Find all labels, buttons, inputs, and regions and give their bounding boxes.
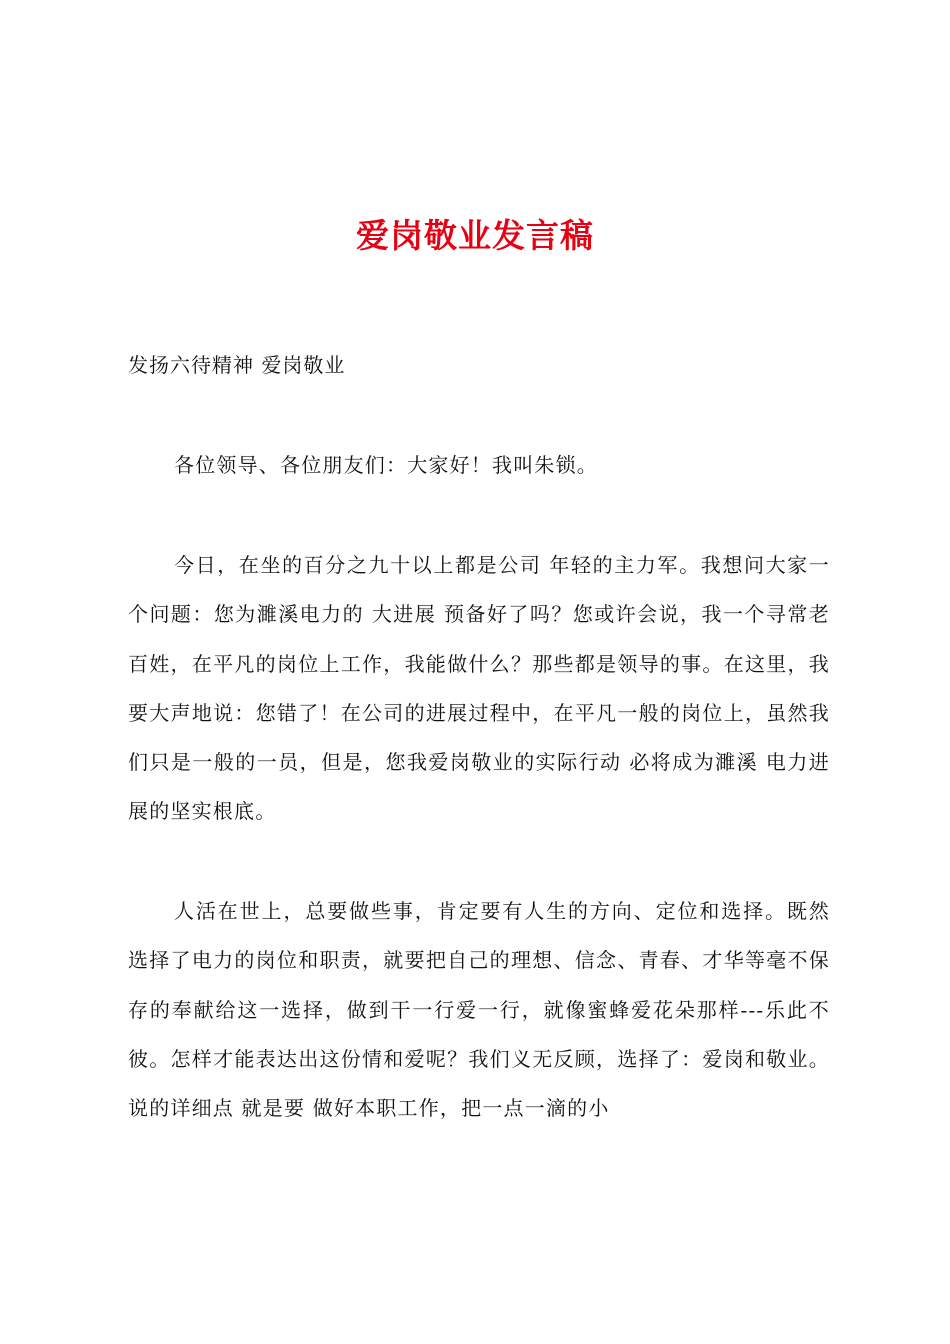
document-title: 爱岗敬业发言稿 (356, 216, 594, 255)
paragraph-life: 人活在世上，总要做些事，肯定要有人生的方向、定位和选择。既然选择了电力的岗位和职责，就要把自己的理想、信念、青春、才华等毫不保存的奉献给这一选择，做到干一行爱一行，就像蜜蜂爱花朵那样---乐此不彼。怎样才能表达出这份情和爱呢？我们义无反顾，选择了：爱岗和敬业。说的详细点 就是要 做好本职工作，把一点一滴的小 (128, 899, 830, 1121)
paragraph-greeting: 各位领导、各位朋友们：大家好！我叫朱锁。 (174, 453, 598, 477)
document-subtitle: 发扬六待精神 爱岗敬业 (128, 353, 346, 377)
paragraph-today: 今日，在坐的百分之九十以上都是公司 年轻的主力军。我想问大家一个问题：您为濉溪电力的 大进展 预备好了吗？您或许会说，我一个寻常老百姓，在平凡的岗位上工作，我能做什么？那些都是领导的事。在这里，我要大声地说：您错了！在公司的进展过程中，在平凡一般的岗位上，虽然我们只是一般的一员，但是，您我爱岗敬业的实际行动 必将成为濉溪 电力进展的坚实根底。 (128, 553, 830, 824)
